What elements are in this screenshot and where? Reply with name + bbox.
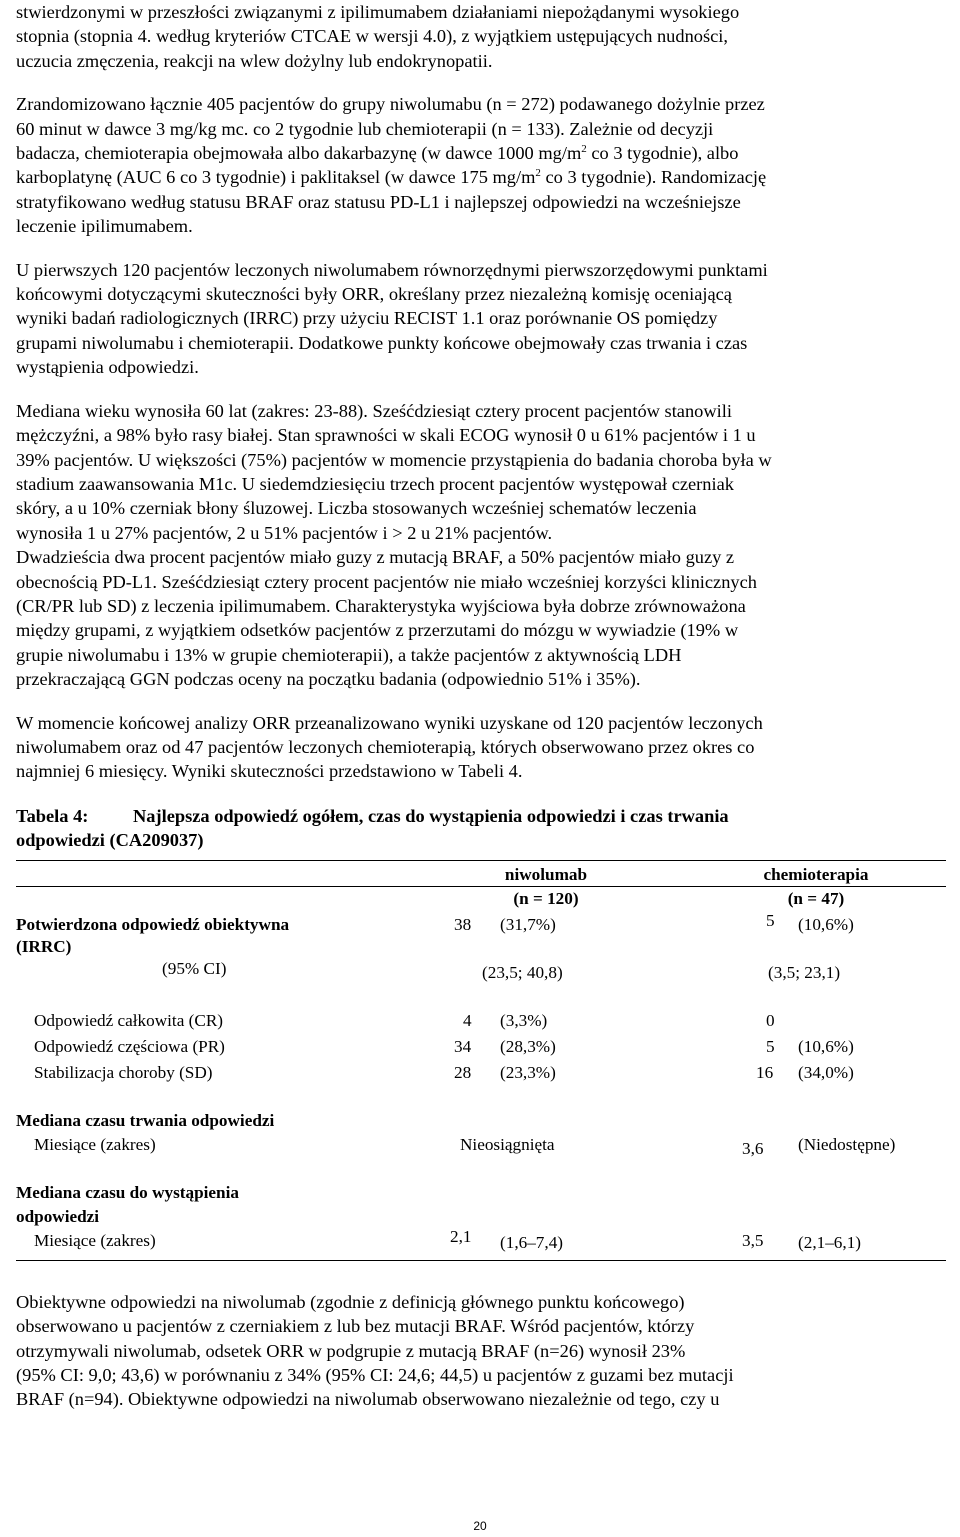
text-line: Zrandomizowano łącznie 405 pacjentów do grupy niwolumabu (n = 272) podawanego dożylnie przez <box>16 94 765 115</box>
cell-value: (2,1–6,1) <box>798 1232 862 1252</box>
cell-value: 2,1 <box>450 1226 472 1246</box>
text-line: stratyfikowano według statusu BRAF oraz statusu PD-L1 i najlepszej odpowiedzi na wcześniejsze <box>16 191 741 212</box>
text-line: obserwowano u pacjentów z czerniakiem z lub bez mutacji BRAF. Wśród pacjentów, którzy <box>16 1316 695 1337</box>
cell-value: (23,5; 40,8) <box>482 962 563 982</box>
cell-value: 28 <box>454 1062 472 1082</box>
cell-value: 4 <box>463 1010 472 1030</box>
row-label-sd: Stabilizacja choroby (SD) <box>34 1062 213 1082</box>
col-header-chemo-n: (n = 47) <box>787 888 845 908</box>
row-label-orr: Potwierdzona odpowiedź obiektywna <box>16 914 290 934</box>
text-line: BRAF (n=94). Obiektywne odpowiedzi na niwolumab obserwowano niezależnie od tego, czy u <box>16 1389 720 1410</box>
superscript: 2 <box>535 167 541 180</box>
text-line: Dwadzieścia dwa procent pacjentów miało guzy z mutacją BRAF, a 50% pacjentów miało guzy z <box>16 547 735 568</box>
cell-value: Nieosiągnięta <box>460 1134 555 1154</box>
cell-value: (34,0%) <box>798 1062 854 1082</box>
text-line: stadium zaawansowania M1c. U siedemdziesięciu trzech procent pacjentów występował czerniak <box>16 473 734 494</box>
col-header-chemo: chemioterapia <box>763 864 869 884</box>
row-label-cr: Odpowiedź całkowita (CR) <box>34 1010 224 1030</box>
row-label-orr: (IRRC) <box>16 936 72 956</box>
text-line: skóry, a u 10% czerniak błony śluzowej. Liczba stosowanych wcześniej schematów leczenia <box>16 498 697 519</box>
table-caption-line: odpowiedzi (CA209037) <box>16 829 204 850</box>
text-line: najmniej 6 miesięcy. Wyniki skuteczności przedstawiono w Tabeli 4. <box>16 761 523 782</box>
text-line: W momencie końcowej analizy ORR przeanalizowano wyniki uzyskane od 120 pacjentów leczonych <box>16 712 763 733</box>
text-line: otrzymywali niwolumab, odsetek ORR w podgrupie z mutacją BRAF (n=26) wynosił 23% <box>16 1340 686 1361</box>
cell-value: 38 <box>454 914 472 934</box>
text-line: wyniki badań radiologicznych (IRRC) przy użyciu RECIST 1.1 oraz porównanie OS pomiędzy <box>16 308 718 329</box>
text-line: stwierdzonymi w przeszłości związanymi z ipilimumabem działaniami niepożądanymi wysokiego <box>16 2 740 22</box>
cell-value: (1,6–7,4) <box>500 1232 564 1252</box>
text-line: (CR/PR lub SD) z leczenia ipilimumabem. Charakterystyka wyjściowa była dobrze zrównoważona <box>16 595 746 616</box>
col-header-nivolumab: niwolumab <box>504 864 588 884</box>
paragraph-contraindication-cont <box>16 0 946 73</box>
row-label-ttr: odpowiedzi <box>16 1206 100 1226</box>
table-caption-line: Tabela 4: Najlepsza odpowiedź ogółem, czas do wystąpienia odpowiedzi i czas trwania <box>16 805 729 826</box>
row-label-dor-months: Miesiące (zakres) <box>34 1134 156 1154</box>
text-line: przekraczającą GGN podczas oceny na początku badania (odpowiednio 51% i 35%). <box>16 669 641 690</box>
table-caption <box>16 804 946 852</box>
text-line: wystąpienia odpowiedzi. <box>16 357 199 378</box>
text-line: 39% pacjentów. U większości (75%) pacjentów w momencie przystąpienia do badania choroba była w <box>16 449 772 470</box>
page-number: 20 <box>473 1519 487 1533</box>
row-label-ci: (95% CI) <box>162 958 227 978</box>
cell-value: 0 <box>766 1010 775 1030</box>
cell-value: 34 <box>454 1036 472 1056</box>
cell-value: 3,5 <box>742 1230 764 1250</box>
document-page <box>16 0 946 1412</box>
text-line: (95% CI: 9,0; 43,6) w porównaniu z 34% (95% CI: 24,6; 44,5) u pacjentów z guzami bez mutacji <box>16 1365 734 1385</box>
superscript: 2 <box>581 143 587 156</box>
row-label-ttr: Mediana czasu do wystąpienia <box>16 1182 239 1202</box>
paragraph-final-analysis <box>16 711 946 784</box>
table-header-rule <box>16 886 946 887</box>
results-table <box>16 860 946 1280</box>
row-label-dor: Mediana czasu trwania odpowiedzi <box>16 1110 275 1130</box>
text-line: między grupami, z wyjątkiem odsetków pacjentów z przerzutami do mózgu w wywiadzie (19% w <box>16 620 739 641</box>
row-label-pr: Odpowiedź częściowa (PR) <box>34 1036 225 1056</box>
cell-value: (31,7%) <box>500 914 556 934</box>
text-line: końcowymi dotyczącymi skuteczności były ORR, określany przez niezależną komisję oceniającą <box>16 284 732 305</box>
text-line: Mediana wieku wynosiła 60 lat (zakres: 23-88). Sześćdziesiąt cztery procent pacjentów stanowili <box>16 400 732 421</box>
text-line: U pierwszych 120 pacjentów leczonych niwolumabem równorzędnymi pierwszorzędowymi punktami <box>16 259 768 280</box>
paragraph-demographics <box>16 399 946 692</box>
text-line: karboplatynę (AUC 6 co 3 tygodnie) i paklitaksel (w dawce 175 $mg/m^2$ co 3 tygodnie). Randomizację <box>16 167 767 188</box>
table-number: Tabela 4: <box>16 805 89 826</box>
cell-value: 5 <box>766 910 775 930</box>
text-line: grupie niwolumabu i 13% w grupie chemioterapii), a także pacjentów z aktywnością LDH <box>16 644 682 665</box>
text-line: niwolumabem oraz od 47 pacjentów leczonych chemioterapią, których obserwowano przez okres co <box>16 736 755 757</box>
cell-value: (23,3%) <box>500 1062 556 1082</box>
cell-value: (Niedostępne) <box>798 1134 896 1154</box>
row-label-ttr-months: Miesiące (zakres) <box>34 1230 156 1250</box>
cell-value: (3,3%) <box>500 1010 548 1030</box>
text-line: uczucia zmęczenia, reakcji na wlew dożylny lub endokrynopatii. <box>16 50 493 71</box>
cell-value: 5 <box>766 1036 775 1056</box>
col-header-nivolumab-n: (n = 120) <box>513 888 579 908</box>
paragraph-endpoints <box>16 258 946 380</box>
cell-value: 3,6 <box>742 1138 764 1158</box>
text-line: badacza, chemioterapia obejmowała albo dakarbazynę (w dawce 1000 $mg/m^2$ co 3 tygodnie), albo <box>16 143 739 164</box>
text-line: 60 minut w dawce 3 mg/kg mc. co 2 tygodnie lub chemioterapii (n = 133). Zależnie od decyzji <box>16 118 714 139</box>
cell-value: (10,6%) <box>798 1036 854 1056</box>
text-line: grupami niwolumabu i chemioterapii. Dodatkowe punkty końcowe obejmowały czas trwania i czas <box>16 332 748 353</box>
table-top-rule <box>16 860 946 861</box>
text-line: stopnia (stopnia 4. według kryteriów CTCAE w wersji 4.0), z wyjątkiem ustępujących nudności, <box>16 26 728 47</box>
cell-value: 16 <box>756 1062 774 1082</box>
table-bottom-rule <box>16 1260 946 1261</box>
paragraph-braf <box>16 1290 946 1412</box>
text-line: leczenie ipilimumabem. <box>16 216 193 237</box>
cell-value: (10,6%) <box>798 914 854 934</box>
cell-value: (3,5; 23,1) <box>768 962 841 982</box>
text-line: obecnością PD-L1. Sześćdziesiąt cztery procent pacjentów nie miało wcześniej korzyści klinicznych <box>16 571 757 592</box>
paragraph-randomization <box>16 92 946 238</box>
text-line: Obiektywne odpowiedzi na niwolumab (zgodnie z definicją głównego punktu końcowego) <box>16 1291 685 1312</box>
text-line: mężczyźni, a 98% było rasy białej. Stan sprawności w skali ECOG wynosił 0 u 61% pacjentów i 1 u <box>16 425 756 446</box>
cell-value: (28,3%) <box>500 1036 556 1056</box>
text-line: wynosiła 1 u 27% pacjentów, 2 u 51% pacjentów i > 2 u 21% pacjentów. <box>16 522 553 543</box>
